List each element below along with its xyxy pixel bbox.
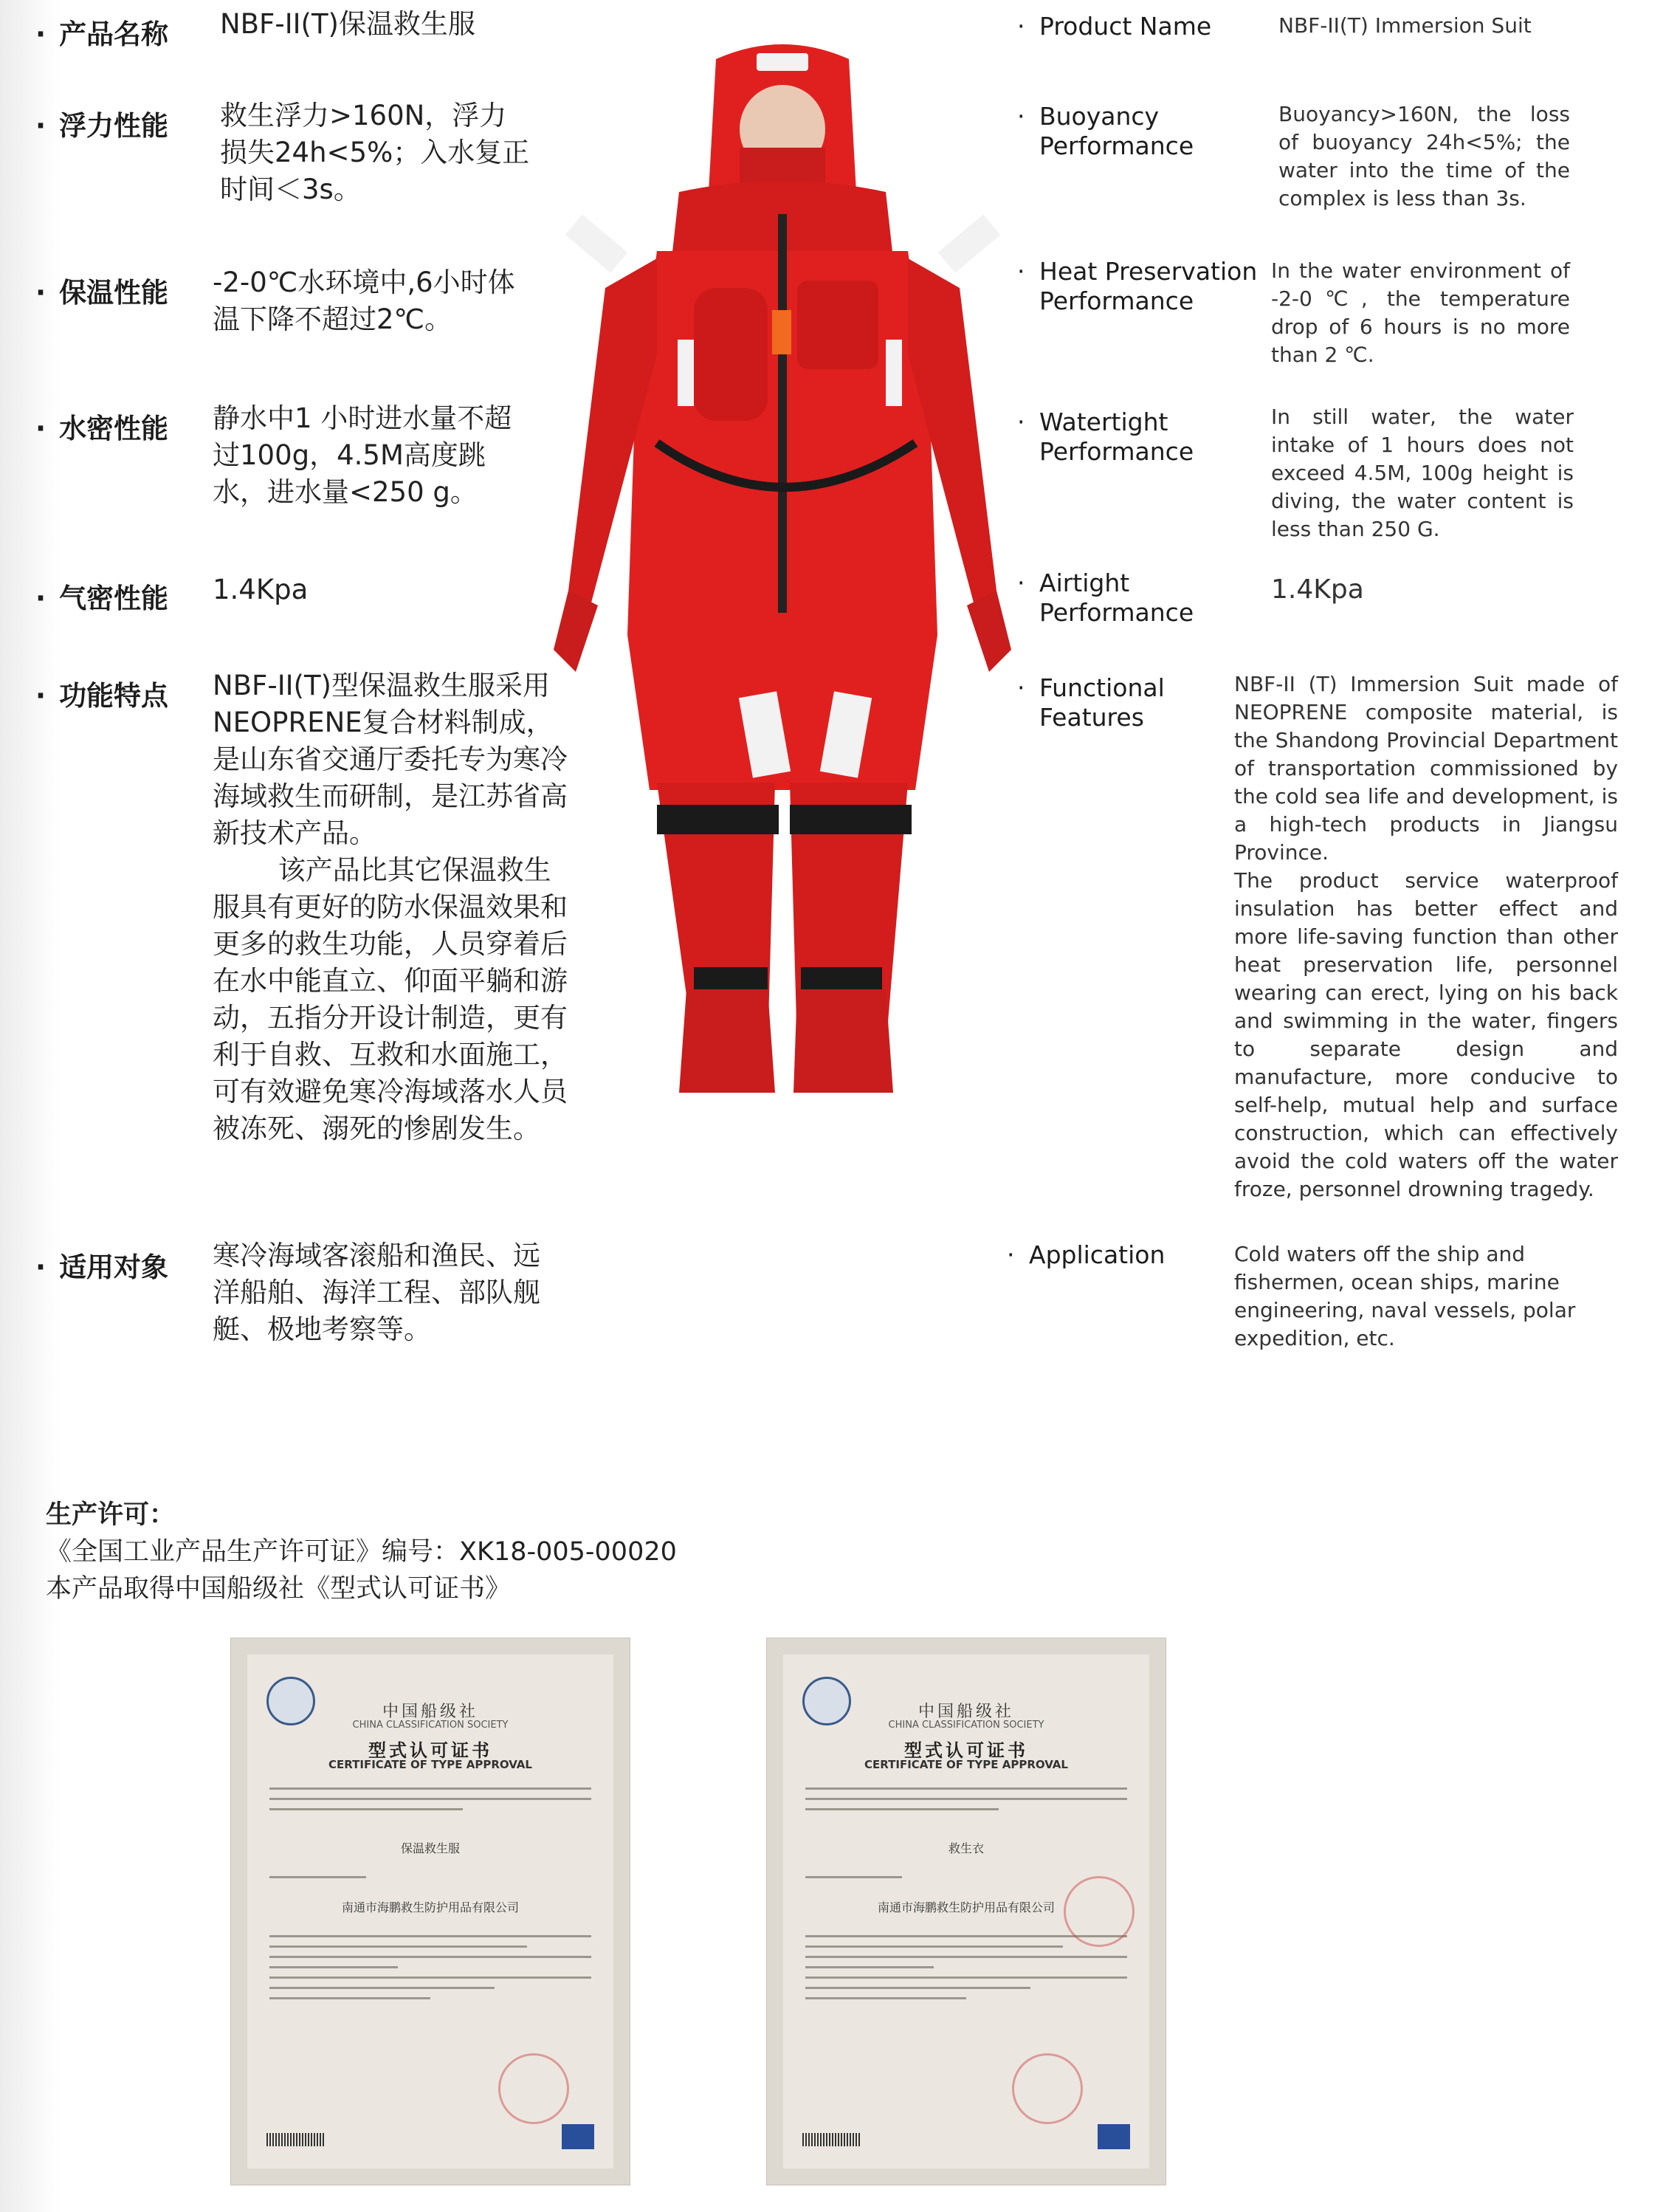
cert-company: 南通市海鹏救生防护用品有限公司 — [877, 1900, 1055, 1914]
en-label-airtight: · Airtight Performance — [1017, 569, 1194, 627]
en-label-heat: · Heat Preservation Performance — [1017, 257, 1258, 315]
en-value-application: Cold waters off the ship and fishermen, ocean ships, marine engineering, naval vessels, polar expedition, etc. — [1234, 1242, 1576, 1350]
cert-product: 救生衣 — [948, 1841, 984, 1855]
zh-label-buoyancy: · 浮力性能 — [35, 110, 169, 142]
zh-value-watertight: 静水中1 小时进水量不超过100g，4.5M高度跳水，进水量<250 g。 — [213, 402, 512, 508]
cert-product: 保温救生服 — [400, 1841, 460, 1855]
en-label-buoyancy: · Buoyancy Performance — [1017, 102, 1194, 160]
certificate-1 — [230, 1638, 630, 2185]
en-label-watertight: · Watertight Performance — [1017, 408, 1194, 466]
en-value-airtight: 1.4Kpa — [1271, 574, 1364, 605]
cert-text-lines-3 — [805, 1935, 1127, 2007]
cert-title-zh: 型式认可证书 — [368, 1740, 492, 1761]
en-features-p1: NBF-II (T) Immersion Suit made of NEOPRENE composite material, is the Shandong Provincial Department of transportation commissioned by the cold sea life and development, is a high-tech products in Jiangsu Province. — [1234, 672, 1618, 865]
zh-value-heat: -2-0℃水环境中,6小时体温下降不超过2℃。 — [213, 267, 515, 335]
certificate-2 — [766, 1638, 1166, 2185]
immersion-suit-photo — [546, 44, 1019, 1122]
en-value-watertight: In still water, the water intake of 1 hours does not exceed 4.5M, 100g height is diving, the water content is less than 250 G. — [1271, 405, 1574, 541]
en-value-name: NBF-II(T) Immersion Suit — [1278, 13, 1532, 38]
zh-value-airtight: 1.4Kpa — [213, 574, 309, 605]
zh-value-buoyancy: 救生浮力>160N，浮力损失24h<5%；入水复正时间＜3s。 — [220, 100, 530, 205]
en-value-features — [1234, 670, 1618, 1203]
cert-text-lines — [269, 1787, 591, 1818]
cert-text-lines — [805, 1787, 1127, 1818]
cert-title-en: CERTIFICATE OF TYPE APPROVAL — [864, 1758, 1068, 1771]
en-value-heat: In the water environment of -2-0℃, the temperature drop of 6 hours is no more than 2 ℃. — [1271, 258, 1570, 367]
cert-title-en: CERTIFICATE OF TYPE APPROVAL — [328, 1758, 532, 1771]
ccs-badge-icon — [1098, 2124, 1130, 2149]
zh-value-name: NBF-II(T)保温救生服 — [220, 8, 475, 40]
barcode-icon — [266, 2133, 326, 2146]
cert-title-zh: 型式认可证书 — [904, 1740, 1028, 1761]
zh-features-p1: NBF-II(T)型保温救生服采用NEOPRENE复合材料制成，是山东省交通厅委托专为寒冷海域救生而研制，是江苏省高新技术产品。 — [213, 670, 568, 849]
en-label-application: · Application — [1007, 1240, 1166, 1269]
cert-org-en: CHINA CLASSIFICATION SOCIETY — [352, 1720, 509, 1731]
cert-org-zh: 中国船级社 — [918, 1703, 1014, 1721]
seal-stamp-icon — [1012, 2053, 1083, 2124]
zh-value-application: 寒冷海域客滚船和渔民、远洋船舶、海洋工程、部队舰艇、极地考察等。 — [213, 1240, 540, 1345]
cert-org-en: CHINA CLASSIFICATION SOCIETY — [888, 1720, 1044, 1731]
zh-value-features — [213, 667, 571, 1147]
cert-company: 南通市海鹏救生防护用品有限公司 — [341, 1900, 519, 1914]
en-label-features: · Functional Features — [1017, 673, 1165, 732]
zh-label-name: · 产品名称 — [35, 18, 169, 50]
en-value-buoyancy: Buoyancy>160N, the loss of buoyancy 24h<5%; the water into the time of the complex is less than 3s. — [1278, 102, 1570, 210]
en-label-name: · Product Name — [1017, 12, 1212, 41]
zh-features-p2: 该产品比其它保温救生服具有更好的防水保温效果和更多的救生功能，人员穿着后在水中能直立、仰面平躺和游动，五指分开设计制造，更有利于自救、互救和水面施工，可有效避免寒冷海域落水人员被冻死、溺死的惨剧发生。 — [213, 854, 568, 1144]
cert-text-lines-2 — [269, 1876, 591, 1886]
cert-org-zh: 中国船级社 — [382, 1703, 478, 1721]
zh-label-airtight: · 气密性能 — [35, 583, 169, 614]
seal-stamp-icon — [498, 2053, 569, 2124]
license-heading: 生产许可： — [46, 1500, 176, 1530]
zh-label-features: · 功能特点 — [35, 680, 169, 712]
license-ccs: 本产品取得中国船级社《型式认可证书》 — [46, 1574, 512, 1604]
barcode-icon — [802, 2133, 861, 2146]
license-number: 《全国工业产品生产许可证》编号：XK18-005-00020 — [46, 1537, 677, 1567]
zh-label-application: · 适用对象 — [35, 1251, 169, 1283]
ccs-badge-icon — [562, 2124, 594, 2149]
left-shade — [0, 0, 59, 2212]
seal-stamp-icon — [1064, 1876, 1135, 1947]
zh-label-watertight: · 水密性能 — [35, 413, 169, 444]
cert-text-lines-3 — [269, 1935, 591, 2007]
zh-label-heat: · 保温性能 — [35, 277, 169, 309]
en-features-p2: The product service waterproof insulation has better effect and more life-saving function than other heat preservation life, personnel wearing can erect, lying on his back and swimming in the water, fingers to separate design and manufacture, more conducive to self-help, mutual help and surface construction, which can effectively avoid the cold waters off the water froze, personnel drowning tragedy. — [1234, 868, 1618, 1201]
